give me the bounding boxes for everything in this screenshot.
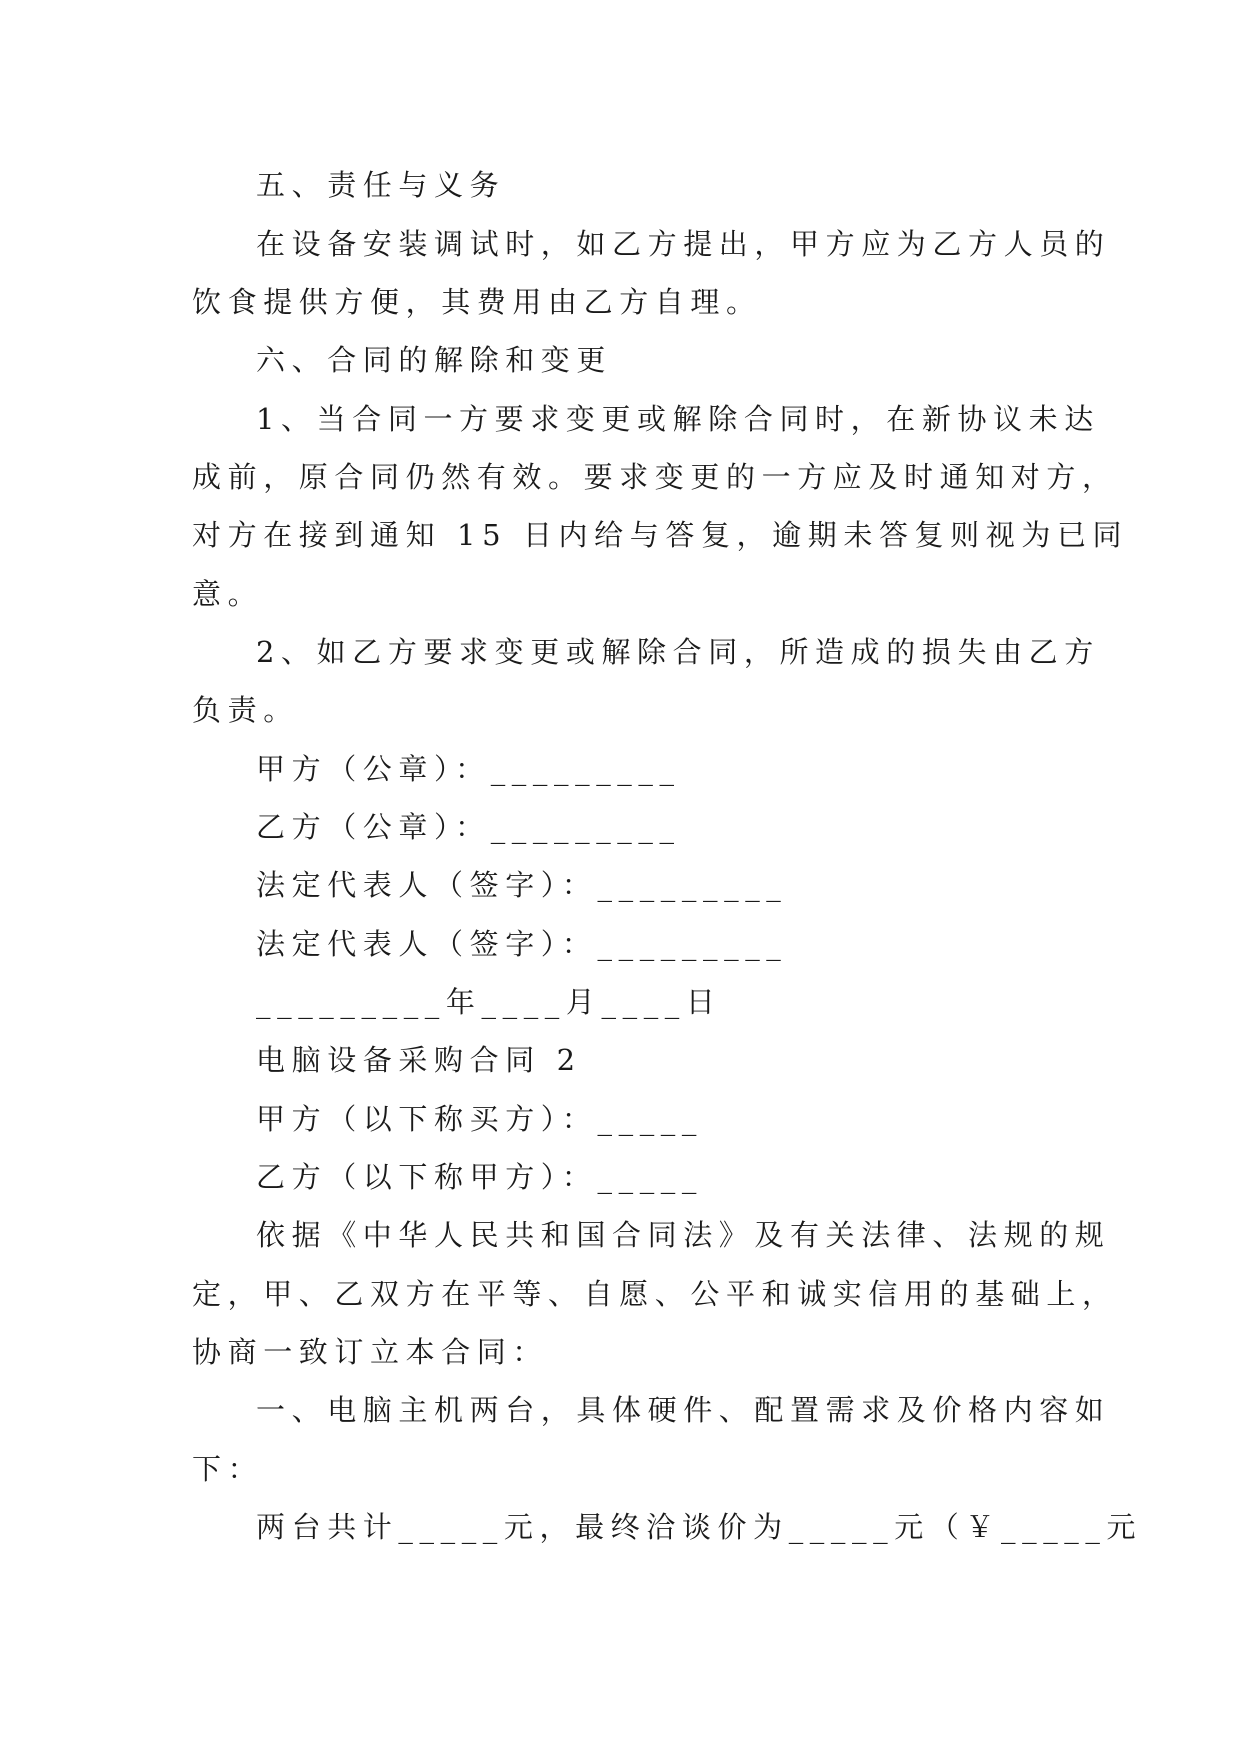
paragraph-line: 成前，原合同仍然有效。要求变更的一方应及时通知对方， [192,460,1118,494]
buyer-line: 甲方（以下称买方）：_____ [256,1102,704,1136]
paragraph-line: 负责。 [192,693,299,727]
section-heading-termination: 六、合同的解除和变更 [256,343,613,377]
price-line: 两台共计_____元，最终洽谈价为_____元（￥_____元 [256,1510,1143,1544]
paragraph-line: 在设备安装调试时，如乙方提出，甲方应为乙方人员的 [256,227,1111,261]
paragraph-line: 2、如乙方要求变更或解除合同，所造成的损失由乙方 [256,635,1100,669]
paragraph-line: 定，甲、乙双方在平等、自愿、公平和诚实信用的基础上， [192,1277,1118,1311]
paragraph-line: 协商一致订立本合同： [192,1335,549,1369]
party-a-seal-line: 甲方（公章）：_________ [256,752,681,786]
party-b-seal-line: 乙方（公章）：_________ [256,810,681,844]
paragraph-line: 依据《中华人民共和国合同法》及有关法律、法规的规 [256,1218,1111,1252]
paragraph-line: 饮食提供方便，其费用由乙方自理。 [192,285,762,319]
paragraph-line: 1、当合同一方要求变更或解除合同时，在新协议未达 [256,402,1100,436]
paragraph-line: 对方在接到通知 15 日内给与答复，逾期未答复则视为已同 [192,518,1129,552]
legal-representative-signature-line: 法定代表人（签字）：_________ [256,927,788,961]
legal-representative-signature-line: 法定代表人（签字）：_________ [256,868,788,902]
seller-line: 乙方（以下称甲方）：_____ [256,1160,704,1194]
paragraph-line: 意。 [192,577,264,611]
contract-title: 电脑设备采购合同 2 [256,1043,582,1077]
date-line: _________年____月____日 [256,985,722,1019]
clause-computer-hosts: 一、电脑主机两台，具体硬件、配置需求及价格内容如 [256,1393,1111,1427]
section-heading-responsibilities: 五、责任与义务 [256,168,506,202]
paragraph-line: 下： [192,1452,264,1486]
